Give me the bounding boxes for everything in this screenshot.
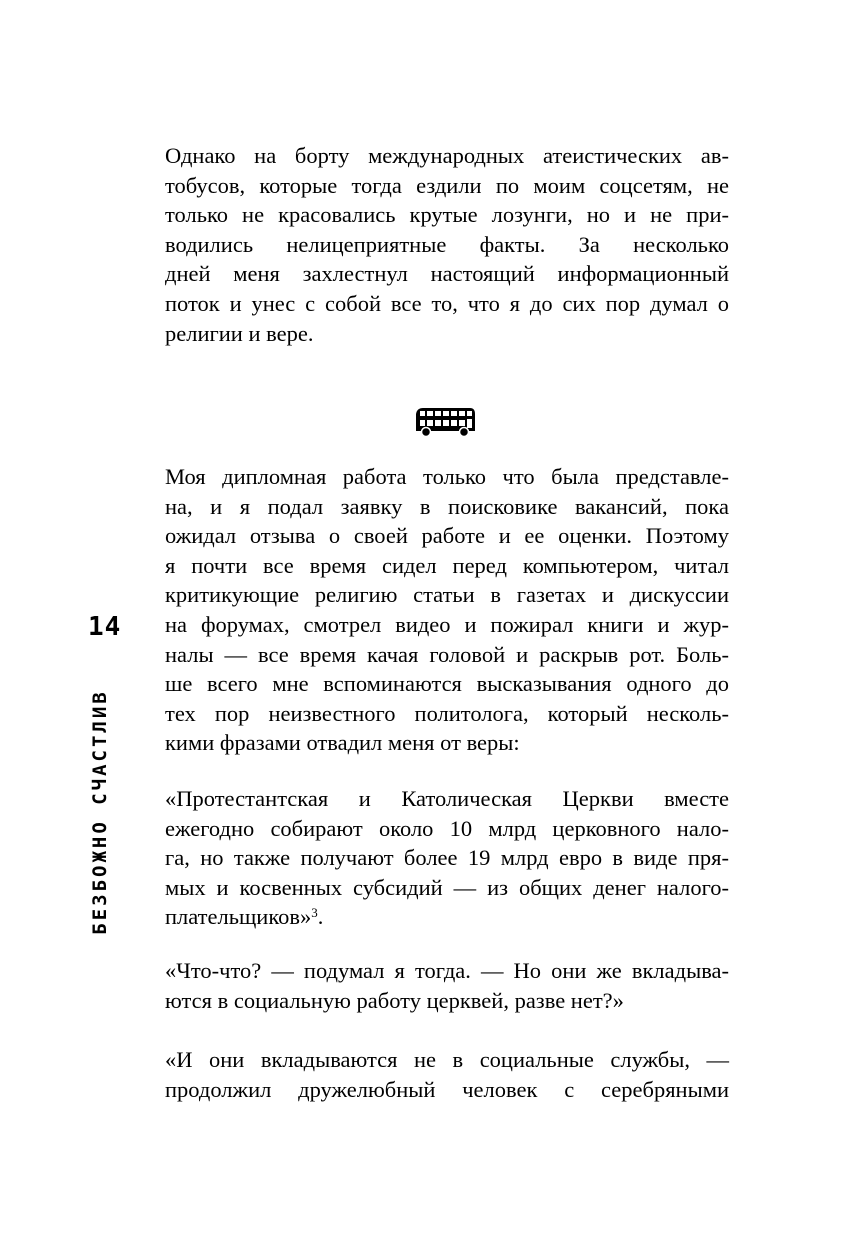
bus-icon — [413, 405, 477, 439]
paragraph-1: Однако на борту международных атеистических ав- тобусов, которые тогда ездили по моим соцсетям, не только не красовались крутые лозунги, но и не при- водились нелицеприятные факты. За несколько дней меня захлестнул настоящий информационный поток и унес с собой все то, что я до сих пор думал о религии и вере. — [165, 143, 729, 346]
paragraph-5: «И они вкладываются не в социальные службы, — продолжил дружелюбный человек с серебряными — [165, 1047, 729, 1102]
paragraph-4: «Что-что? — подумал я тогда. — Но они же вкладыва- ются в социальную работу церквей, разве нет?» — [165, 958, 729, 1013]
paragraph-2: Моя дипломная работа только что была представле- на, и я подал заявку в поисковике вакансий, пока ожидал отзыва о своей работе и ее оценки. Поэтому я почти все время сидел перед компьютером, читал критикующие религию статьи в газетах и дискуссии на форумах, смотрел видео и пожирал книги и жур- налы — все время качая головой и раскрыв рот. Боль- ше всего мне вспоминаются высказывания одного до тех пор неизвестного политолога, который несколь- кими фразами отвадил меня от веры: — [165, 464, 729, 756]
footnote-marker: 3 — [311, 905, 318, 921]
quote-paragraph: «Протестантская и Католическая Церкви вместе ежегодно собирают около 10 млрд церковного нало- га, но также получают более 19 млрд евро в виде пря- мых и косвенных субсидий — из общих денег налого- плательщиков»$^3$. — [165, 786, 729, 930]
page-number: 14 — [88, 612, 122, 642]
running-title: БЕЗБОЖНО СЧАСТЛИВ — [89, 689, 111, 935]
